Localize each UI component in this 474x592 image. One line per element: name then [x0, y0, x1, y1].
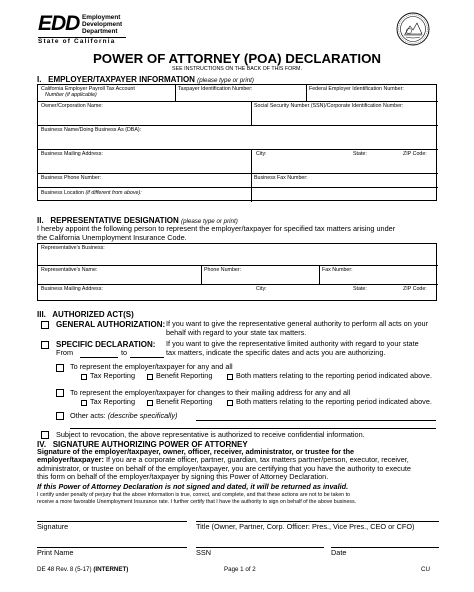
section-2-intro-line: I hereby appoint the following person to represent the employer/taxpayer for specified tax matters arising under [37, 224, 396, 233]
certification-line: receive a more favorable Unemployment Insurance rate. I further certify that I have the authority to sign on behalf of the above business. [37, 498, 357, 505]
employer-info-table [37, 84, 437, 201]
city-label: City: [256, 151, 267, 157]
both-matters-checkbox-2[interactable] [227, 400, 233, 406]
date-label: Date [331, 548, 347, 557]
ssn-label: Social Security Number (SSN)/Corporate Identification Number: [254, 103, 404, 109]
other-acts-note: (describe specifically) [107, 411, 178, 420]
form-number: DE 48 Rev. 8 (5-17) [37, 566, 92, 573]
specific-text-line: tax matters, indicate the specific dates and acts you are authorizing. [166, 347, 386, 357]
state-label: State: [353, 151, 367, 157]
business-location-field[interactable] [41, 190, 249, 201]
form-id [37, 566, 128, 573]
section-4-line: Signature of the employer/taxpayer, owner, officer, receiver, administrator, or trustee for the [37, 447, 355, 456]
ssn-sign-label: SSN [196, 548, 212, 557]
specific-declaration-checkbox[interactable] [41, 341, 49, 349]
from-date-field[interactable] [80, 357, 118, 358]
payroll-account-label: California Employer Payroll Tax Account [41, 86, 135, 92]
rep-business-field[interactable] [41, 245, 435, 264]
general-text-line: behalf with regard to your state tax matters. [166, 327, 307, 337]
representative-table [37, 243, 437, 301]
other-acts-checkbox[interactable] [56, 412, 64, 420]
business-fax-label: Business Fax Number: [254, 175, 308, 181]
to-label: to [121, 348, 128, 357]
business-location-note: (if different from above): [85, 190, 142, 196]
general-text-line: If you want to give the representative general authority to perform all acts on your [166, 319, 429, 328]
certification-line: I certify under penalty of perjury that the above information is true, correct, and complete, and that these actions are not to be taken to [37, 492, 350, 498]
title-label: Title (Owner, Partner, Corp. Officer: Pres., Vice Pres., CEO or CFO) [196, 522, 415, 531]
other-acts-field-2[interactable] [70, 428, 436, 429]
rep-phone-label: Phone Number: [204, 267, 242, 273]
section-3-heading: III. AUTHORIZED ACT(S) [37, 310, 134, 319]
invalid-warning: If this Power of Attorney Declaration is not signed and dated, it will be returned as invalid. [37, 481, 349, 491]
form-code: CU [421, 566, 430, 573]
section-2-intro [37, 225, 442, 243]
fein-field[interactable] [309, 86, 436, 101]
to-date-field[interactable] [130, 357, 164, 358]
rep-fax-field[interactable] [322, 267, 435, 283]
both-matters-label-2: Both matters relating to the reporting period indicated above. [236, 397, 432, 406]
benefit-reporting-checkbox-2[interactable] [147, 400, 153, 406]
date-field[interactable] [331, 547, 439, 548]
dba-field[interactable] [41, 127, 435, 148]
both-matters-label: Both matters relating to the reporting period indicated above. [236, 371, 432, 380]
section-4-bold: employer/taxpayer: [37, 455, 104, 465]
both-matters-checkbox[interactable] [227, 374, 233, 380]
section-2-note: (please type or print) [181, 218, 238, 225]
section-4-line: If you are a corporate officer, partner, guardian, tax matters partner/person, executor, receiver, [105, 455, 409, 465]
state-seal [396, 12, 430, 46]
ssn-sign-field[interactable] [196, 547, 324, 548]
rep-city-label: City: [256, 286, 267, 292]
fein-label: Federal Employer Identification Number: [309, 86, 404, 92]
agency-line: Employment [82, 14, 121, 21]
payroll-account-note: Number (if applicable) [45, 92, 97, 99]
rep-fax-label: Fax Number: [322, 267, 353, 273]
tax-reporting-checkbox[interactable] [81, 374, 87, 380]
section-4-heading: IV. SIGNATURE AUTHORIZING POWER OF ATTORNEY [37, 440, 248, 449]
page-number: Page 1 of 2 [224, 566, 256, 573]
page-title: POWER OF ATTORNEY (POA) DECLARATION [92, 51, 382, 66]
section-4-line: this form on behalf of the employer/taxpayer by signing this Power of Attorney Declaration. [37, 472, 329, 482]
section-1-note: (please type or print) [197, 77, 254, 84]
general-authorization-checkbox[interactable] [41, 321, 49, 329]
benefit-reporting-label-2: Benefit Reporting [156, 397, 213, 406]
revocation-text: Subject to revocation, the above representative is authorized to receive confidential information. [56, 430, 365, 439]
print-name-label: Print Name [37, 548, 74, 557]
owner-name-label: Owner/Corporation Name: [41, 103, 103, 109]
other-acts-text: Other acts: [70, 411, 106, 420]
rep-business-label: Representative's Business: [41, 245, 105, 251]
page-subtitle: SEE INSTRUCTIONS ON THE BACK OF THIS FORM. [172, 66, 302, 72]
from-label: From [56, 348, 74, 357]
business-phone-label: Business Phone Number: [41, 175, 102, 181]
owner-name-field[interactable] [41, 103, 249, 124]
ssn-field[interactable] [254, 103, 436, 124]
edd-logo-text: EDD [38, 12, 80, 35]
rep-zip-label: ZIP Code: [403, 286, 427, 292]
benefit-reporting-checkbox[interactable] [147, 374, 153, 380]
section-2-intro-line: the California Unemployment Insurance Code. [37, 232, 187, 242]
section-4-body [37, 448, 447, 491]
taxpayer-id-field[interactable] [178, 86, 304, 101]
form-version: (INTERNET) [93, 566, 129, 573]
other-acts-field[interactable] [196, 420, 436, 421]
specific-declaration-label: SPECIFIC DECLARATION: [56, 340, 156, 349]
business-location-label: Business Location [41, 190, 84, 196]
specific-declaration-text [166, 340, 446, 358]
business-fax-field[interactable] [254, 175, 436, 185]
signature-label: Signature [37, 522, 69, 531]
business-phone-field[interactable] [41, 175, 249, 185]
edd-logo [38, 14, 80, 36]
rep-mailing-field[interactable] [41, 286, 435, 301]
rep-state-label: State: [353, 286, 367, 292]
confidential-info-checkbox[interactable] [41, 431, 49, 439]
rep-name-label: Representative's Name: [41, 267, 98, 273]
represent-all-label: To represent the employer/taxpayer for any and all [70, 362, 233, 371]
rep-mailing-label: Business Mailing Address: [41, 286, 103, 292]
rep-name-field[interactable] [41, 267, 199, 283]
general-authorization-label: GENERAL AUTHORIZATION: [56, 320, 166, 329]
section-1-title: I. EMPLOYER/TAXPAYER INFORMATION [37, 75, 195, 84]
zip-label: ZIP Code: [403, 151, 427, 157]
specific-text-line: If you want to give the representative limited authority with regard to your state [166, 339, 419, 348]
agency-line: Department [82, 27, 118, 35]
payroll-account-field[interactable] [41, 86, 173, 101]
section-4-line: administrator, or trustee on behalf of the employer/taxpayer, you are certifying that you have the authority to execute [37, 463, 411, 473]
state-line: State of California [38, 38, 116, 45]
benefit-reporting-label: Benefit Reporting [156, 371, 213, 380]
agency-name [82, 15, 122, 35]
section-2-title: II. REPRESENTATIVE DESIGNATION [37, 216, 179, 225]
mailing-address-label: To represent the employer/taxpayer for changes to their mailing address for any and all [70, 388, 351, 397]
other-acts-label [70, 412, 177, 421]
business-mailing-label: Business Mailing Address: [41, 151, 103, 157]
certification-text [37, 492, 447, 505]
mailing-address-checkbox[interactable] [56, 389, 64, 397]
tax-reporting-label-2: Tax Reporting [90, 397, 136, 406]
tax-reporting-checkbox-2[interactable] [81, 400, 87, 406]
general-authorization-text [166, 320, 446, 338]
tax-reporting-label: Tax Reporting [90, 371, 136, 380]
business-mailing-field[interactable] [41, 151, 435, 172]
rep-phone-field[interactable] [204, 267, 317, 283]
dba-label: Business Name/Doing Business As (DBA): [41, 127, 142, 133]
taxpayer-id-label: Taxpayer Identification Number: [178, 86, 253, 92]
represent-all-checkbox[interactable] [56, 364, 64, 372]
agency-line: Development [82, 20, 123, 28]
